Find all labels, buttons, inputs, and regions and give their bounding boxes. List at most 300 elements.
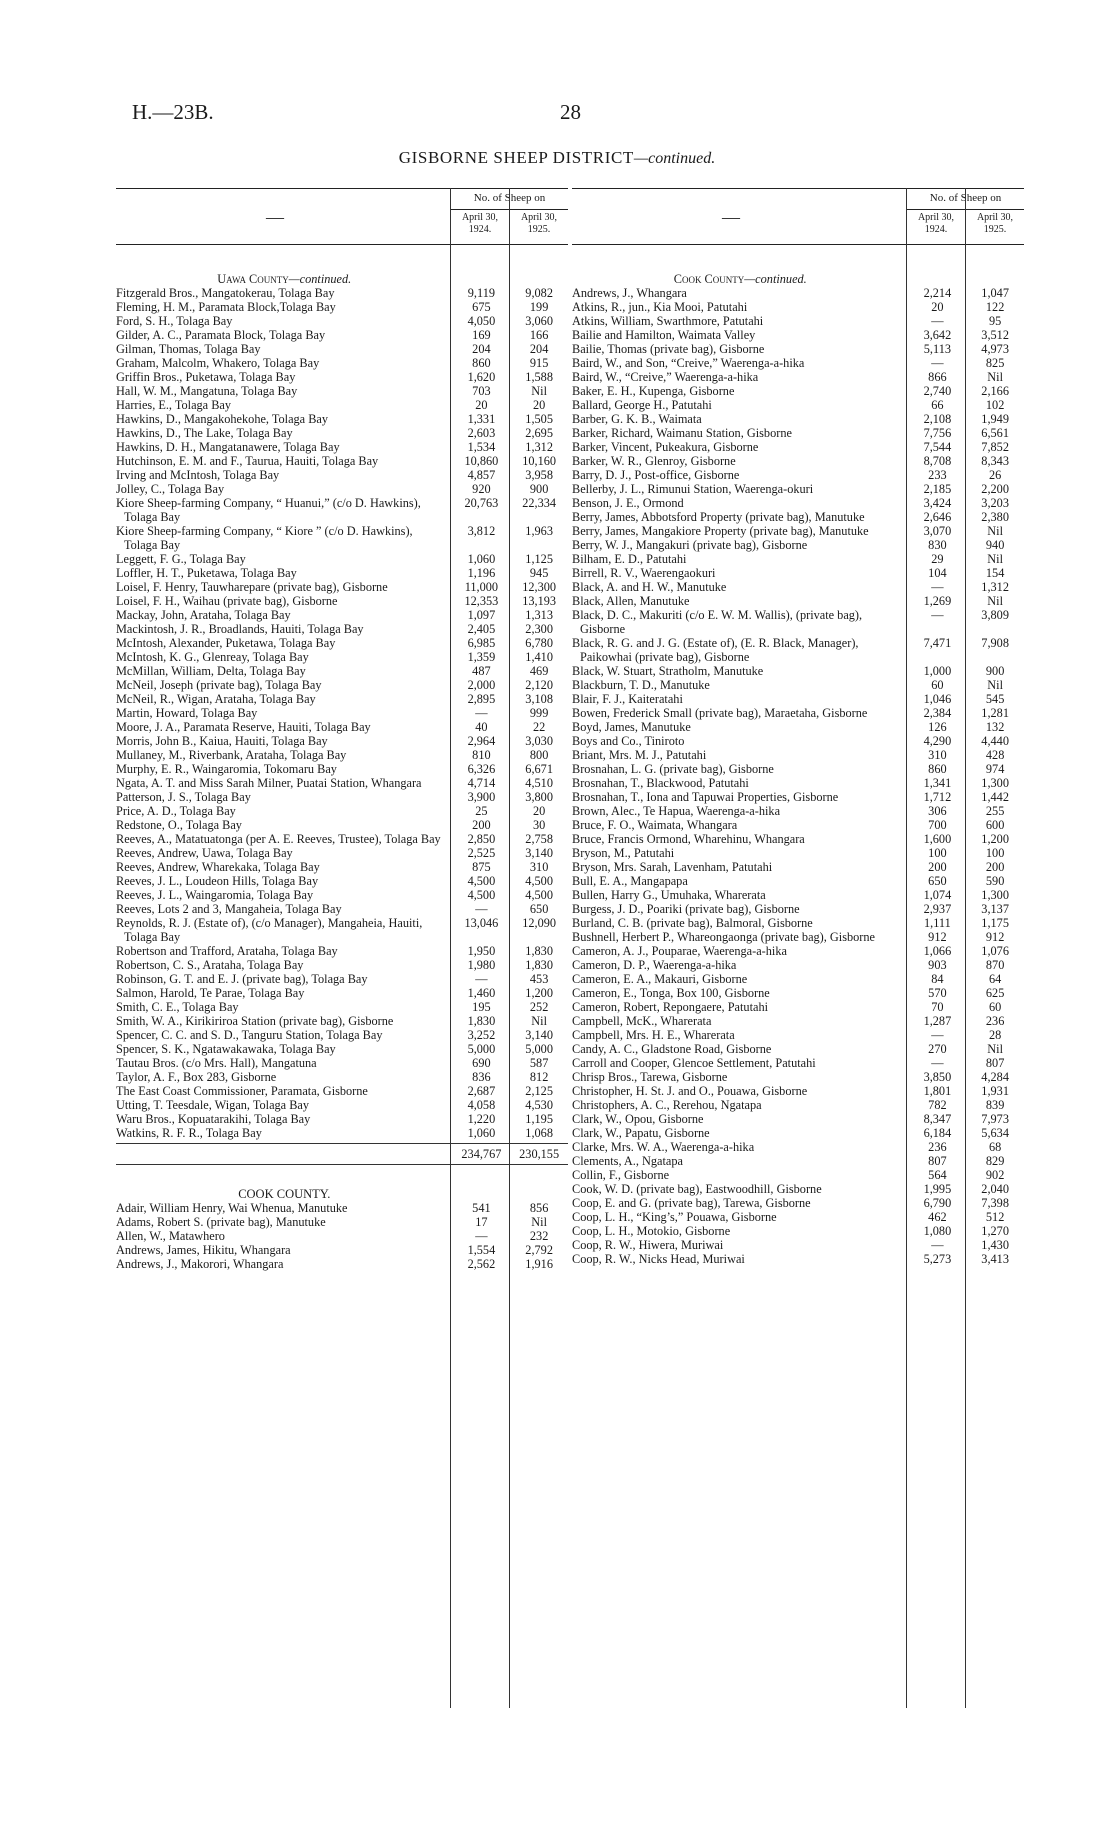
- sheep-1925: 20: [532, 804, 546, 818]
- table-row: [116, 496, 568, 524]
- sheep-1924: 2,646: [923, 510, 952, 524]
- sheep-1924: 233: [928, 468, 947, 482]
- owner-name: Reeves, A., Matatuatonga (per A. E. Reeves, Trustee), Tolaga Bay: [116, 832, 441, 846]
- owner-name: Berry, James, Mangakiore Property (private bag), Manutuke: [572, 524, 869, 538]
- sheep-1925: 3,800: [525, 790, 553, 804]
- owner-name: Hutchinson, E. M. and F., Taurua, Hauiti, Tolaga Bay: [116, 454, 379, 468]
- sheep-1925: 7,398: [981, 1196, 1009, 1210]
- owner-name: Ford, S. H., Tolaga Bay: [116, 314, 233, 328]
- table-row: [572, 930, 1024, 944]
- sheep-1924: 866: [928, 370, 947, 384]
- table-row: [572, 426, 1024, 440]
- owner-name: Ngata, A. T. and Miss Sarah Milner, Puatai Station, Whangara: [116, 776, 422, 790]
- table-row: [116, 790, 568, 804]
- sheep-1925: 1,200: [525, 986, 553, 1000]
- table-row: [572, 286, 1024, 300]
- sheep-1924: 1,359: [467, 650, 496, 664]
- sheep-1924: 1,980: [467, 958, 496, 972]
- owner-name: Brosnahan, T., Iona and Tapuwai Properties, Gisborne: [572, 790, 839, 804]
- table-rows: [116, 268, 568, 1271]
- table-row: [116, 370, 568, 384]
- owner-name: Andrews, J., Makorori, Whangara: [116, 1257, 284, 1271]
- table-row: [572, 496, 1024, 510]
- sheep-1925: 4,500: [525, 888, 553, 902]
- sheep-1924: 487: [472, 664, 491, 678]
- sheep-1924: 20: [931, 300, 944, 314]
- sheep-1924: 4,500: [467, 888, 496, 902]
- table-row: [116, 1215, 568, 1229]
- sheep-1924: 310: [928, 748, 947, 762]
- owner-name: Cameron, E., Tonga, Box 100, Gisborne: [572, 986, 770, 1000]
- owner-name: Boys and Co., Tiniroto: [572, 734, 685, 748]
- owner-name: The East Coast Commissioner, Paramata, Gisborne: [116, 1084, 368, 1098]
- sheep-1924: 1,220: [467, 1112, 496, 1126]
- sheep-1924: —: [931, 1238, 944, 1252]
- sheep-1925: 1,931: [981, 1084, 1009, 1098]
- sheep-1925: 3,030: [525, 734, 553, 748]
- sheep-1924: 60: [931, 678, 944, 692]
- table-row: [116, 860, 568, 874]
- sheep-1925: 5,000: [525, 1042, 553, 1056]
- table-row: [116, 1084, 568, 1098]
- sheep-1924: 570: [928, 986, 947, 1000]
- owner-name: Loisel, F. Henry, Tauwharepare (private bag), Gisborne: [116, 580, 388, 594]
- owner-name: Chrisp Bros., Tarewa, Gisborne: [572, 1070, 728, 1084]
- sheep-1924: 1,074: [923, 888, 952, 902]
- owner-name: Cameron, A. J., Pouparae, Waerenga-a-hika: [572, 944, 787, 958]
- sheep-1925: 839: [985, 1098, 1005, 1112]
- owner-name: Boyd, James, Manutuke: [572, 720, 691, 734]
- sheep-1924: 2,000: [467, 678, 496, 692]
- page-header: [0, 100, 1114, 130]
- sheep-1925: 3,809: [981, 608, 1009, 622]
- table-row: [116, 524, 568, 552]
- sheep-1924: 564: [928, 1168, 947, 1182]
- owner-name: Morris, John B., Kaiua, Hauiti, Tolaga Bay: [116, 734, 328, 748]
- table-row: [572, 580, 1024, 594]
- owner-name: Coop, L. H., Motokio, Gisborne: [572, 1224, 731, 1238]
- owner-name: Bailie, Thomas (private bag), Gisborne: [572, 342, 765, 356]
- sheep-1925: 2,695: [525, 426, 553, 440]
- sheep-1925: 2,300: [525, 622, 553, 636]
- page-number: 28: [560, 100, 581, 124]
- sheep-1924: 5,113: [923, 342, 951, 356]
- table-row: [572, 692, 1024, 706]
- owner-name: Black, A. and H. W., Manutuke: [572, 580, 727, 594]
- table-row: [116, 314, 568, 328]
- table-row: [116, 650, 568, 664]
- sheep-1925: 2,040: [981, 1182, 1009, 1196]
- table-row: [116, 734, 568, 748]
- table-row: [116, 636, 568, 650]
- page-title: [0, 148, 1114, 168]
- sheep-1924: 1,000: [923, 664, 952, 678]
- table-row: [116, 916, 568, 944]
- sheep-1925: Nil: [531, 1014, 547, 1028]
- sheep-1925: 590: [985, 874, 1005, 888]
- sheep-1925: 900: [529, 482, 549, 496]
- table-row: [572, 790, 1024, 804]
- owner-name: Cameron, D. P., Waerenga-a-hika: [572, 958, 737, 972]
- sheep-1924: 40: [475, 720, 488, 734]
- sheep-1925: Nil: [531, 384, 547, 398]
- sheep-1925: 199: [529, 300, 549, 314]
- table-row: [572, 314, 1024, 328]
- table-row: [116, 1257, 568, 1271]
- sheep-1925: 900: [985, 664, 1005, 678]
- table-row: [116, 1070, 568, 1084]
- sheep-1924: 11,000: [464, 580, 499, 594]
- sheep-1925: 8,343: [981, 454, 1009, 468]
- sheep-1925: Nil: [987, 370, 1003, 384]
- table-row: [572, 1238, 1024, 1252]
- sheep-1924: 1,080: [923, 1224, 952, 1238]
- table-row: [116, 692, 568, 706]
- owner-name: Burgess, J. D., Poariki (private bag), Gisborne: [572, 902, 800, 916]
- sheep-1924: 70: [931, 1000, 944, 1014]
- sheep-1925: 1,410: [525, 650, 553, 664]
- owner-name: Berry, W. J., Mangakuri (private bag), Gisborne: [572, 538, 808, 552]
- table-row: [116, 944, 568, 958]
- table-row: [572, 748, 1024, 762]
- owner-name: Ballard, George H., Patutahi: [572, 398, 712, 412]
- sheep-1924: 2,687: [467, 1084, 496, 1098]
- owner-name: Bull, E. A., Mangapapa: [572, 874, 688, 888]
- sheep-1924: 6,326: [467, 762, 496, 776]
- sheep-1924: 306: [928, 804, 947, 818]
- sheep-1924: 3,812: [467, 524, 496, 538]
- sheep-1924: 860: [928, 762, 947, 776]
- owner-name: McNeil, Joseph (private bag), Tolaga Bay: [116, 678, 322, 692]
- table-row: [116, 1112, 568, 1126]
- sheep-1924: 1,097: [467, 608, 496, 622]
- owner-name: Bailie and Hamilton, Waimata Valley: [572, 328, 756, 342]
- sheep-1925: 68: [988, 1140, 1002, 1154]
- table-row: [116, 426, 568, 440]
- table-row: [572, 454, 1024, 468]
- sheep-1924: 1,196: [467, 566, 496, 580]
- sheep-1924: 807: [928, 1154, 947, 1168]
- owner-name: Bruce, Francis Ormond, Wharehinu, Whangara: [572, 832, 805, 846]
- owner-name: Bowen, Frederick Small (private bag), Maraetaha, Gisborne: [572, 706, 868, 720]
- table-row: [572, 412, 1024, 426]
- sheep-1925: 1,076: [981, 944, 1009, 958]
- sheep-1925: 20: [532, 398, 546, 412]
- owner-name: Barker, Richard, Waimanu Station, Gisborne: [572, 426, 792, 440]
- section-heading: [116, 1183, 568, 1201]
- header-dash: —: [722, 207, 740, 227]
- sheep-1924: —: [931, 314, 944, 328]
- owner-name: Reynolds, R. J. (Estate of), (c/o Manager), Mangaheia, Hauiti, Tolaga Bay: [116, 916, 423, 944]
- sheep-1925: 600: [985, 818, 1005, 832]
- sheep-1925: 7,852: [981, 440, 1009, 454]
- sheep-1924: 13,046: [464, 916, 499, 930]
- sheep-1925: 2,166: [981, 384, 1009, 398]
- sheep-1924: 2,895: [467, 692, 496, 706]
- owner-name: Barry, D. J., Post-office, Gisborne: [572, 468, 740, 482]
- sheep-1924: 66: [931, 398, 944, 412]
- table-row: [572, 440, 1024, 454]
- owner-name: Hawkins, D., The Lake, Tolaga Bay: [116, 426, 293, 440]
- owner-name: Atkins, William, Swarthmore, Patutahi: [572, 314, 764, 328]
- owner-name: Smith, C. E., Tolaga Bay: [116, 1000, 239, 1014]
- sheep-1925: 166: [529, 328, 549, 342]
- table-row: [572, 1210, 1024, 1224]
- owner-name: Christophers, A. C., Rerehou, Ngatapa: [572, 1098, 762, 1112]
- sheep-1924: 1,287: [923, 1014, 952, 1028]
- sheep-1924: 6,184: [923, 1126, 952, 1140]
- owner-name: Christopher, H. St. J. and O., Pouawa, Gisborne: [572, 1084, 808, 1098]
- sheep-1925: 3,140: [525, 846, 553, 860]
- sheep-1925: 4,440: [981, 734, 1009, 748]
- owner-name: Coop, R. W., Hiwera, Muriwai: [572, 1238, 724, 1252]
- sheep-1924: 703: [472, 384, 491, 398]
- table-row: [116, 566, 568, 580]
- table-row: [572, 804, 1024, 818]
- sheep-1924: 6,790: [923, 1196, 952, 1210]
- table-row: [572, 972, 1024, 986]
- sheep-1925: 829: [985, 1154, 1005, 1168]
- sheep-1924: 690: [472, 1056, 491, 1070]
- table-row: [572, 664, 1024, 678]
- sheep-1925: 3,413: [981, 1252, 1009, 1266]
- table-row: [572, 1140, 1024, 1154]
- sheep-1925: 1,963: [525, 524, 553, 538]
- sheep-1924: 1,331: [467, 412, 496, 426]
- table-row: [572, 342, 1024, 356]
- table-row: [116, 440, 568, 454]
- owner-name: Fleming, H. M., Paramata Block,Tolaga Bay: [116, 300, 336, 314]
- empty-cell: [453, 1183, 511, 1201]
- owner-name: Bellerby, J. L., Rimunui Station, Waerenga-okuri: [572, 482, 814, 496]
- table-row: [572, 1056, 1024, 1070]
- sheep-1925: 1,175: [981, 916, 1009, 930]
- table-row: [572, 398, 1024, 412]
- sheep-1925: 469: [529, 664, 549, 678]
- owner-name: Barker, Vincent, Pukeakura, Gisborne: [572, 440, 759, 454]
- sheep-1925: 545: [985, 692, 1005, 706]
- total-label: [116, 1144, 453, 1164]
- table-row: [116, 608, 568, 622]
- sheep-1925: 3,512: [981, 328, 1009, 342]
- sheep-1925: 7,973: [981, 1112, 1009, 1126]
- sheep-1925: 232: [529, 1229, 549, 1243]
- owner-name: Black, D. C., Makuriti (c/o E. W. M. Wallis), (private bag), Gisborne: [572, 608, 863, 636]
- table-row: [572, 720, 1024, 734]
- sheep-1925: 870: [985, 958, 1005, 972]
- owner-name: Robinson, G. T. and E. J. (private bag), Tolaga Bay: [116, 972, 368, 986]
- table-row: [572, 1224, 1024, 1238]
- owner-name: Burland, C. B. (private bag), Balmoral, Gisborne: [572, 916, 813, 930]
- owner-name: Harries, E., Tolaga Bay: [116, 398, 232, 412]
- sheep-1925: 2,200: [981, 482, 1009, 496]
- sheep-1925: 95: [988, 314, 1002, 328]
- section-title: [572, 268, 909, 286]
- table-row: [116, 398, 568, 412]
- sheep-1925: 28: [988, 1028, 1002, 1042]
- sheep-1924: 3,900: [467, 790, 496, 804]
- sheep-1924: 2,603: [467, 426, 496, 440]
- owner-name: Watkins, R. F. R., Tolaga Bay: [116, 1126, 262, 1140]
- owner-name: Baird, W., “Creive,” Waerenga-a-hika: [572, 370, 759, 384]
- owner-name: Baird, W., and Son, “Creive,” Waerenga-a-hika: [572, 356, 805, 370]
- sheep-1924: 7,471: [923, 636, 952, 650]
- sheep-1924: 20: [475, 398, 488, 412]
- table-row: [572, 328, 1024, 342]
- sheep-1924: 1,046: [923, 692, 952, 706]
- sheep-1925: 974: [985, 762, 1005, 776]
- table-row: [572, 608, 1024, 636]
- table-row: [572, 566, 1024, 580]
- owner-name: Price, A. D., Tolaga Bay: [116, 804, 236, 818]
- owner-name: Campbell, McK., Wharerata: [572, 1014, 712, 1028]
- owner-name: Gilder, A. C., Paramata Block, Tolaga Bay: [116, 328, 326, 342]
- sheep-1925: 9,082: [525, 286, 553, 300]
- sheep-1925: 945: [529, 566, 549, 580]
- header-group: No. of Sheep on: [473, 192, 546, 204]
- table-row: [572, 986, 1024, 1000]
- section-suffix: —continued.: [744, 272, 807, 286]
- table-row: [116, 958, 568, 972]
- total-row: [116, 1143, 568, 1165]
- table-row: [572, 846, 1024, 860]
- right-table: [572, 188, 1024, 1708]
- owner-name: Reeves, J. L., Loudeon Hills, Tolaga Bay: [116, 874, 319, 888]
- sheep-1925: 453: [529, 972, 549, 986]
- owner-name: Fitzgerald Bros., Mangatokerau, Tolaga Bay: [116, 286, 335, 300]
- owner-name: Irving and McIntosh, Tolaga Bay: [116, 468, 280, 482]
- sheep-1924: 8,347: [923, 1112, 952, 1126]
- sheep-1925: 912: [985, 930, 1005, 944]
- table-row: [116, 468, 568, 482]
- table-row: [572, 636, 1024, 664]
- sheep-1924: 675: [472, 300, 491, 314]
- sheep-1925: 26: [988, 468, 1002, 482]
- owner-name: Martin, Howard, Tolaga Bay: [116, 706, 258, 720]
- title-main: GISBORNE SHEEP DISTRICT: [398, 148, 634, 167]
- sheep-1924: 4,714: [467, 776, 496, 790]
- sheep-1924: 650: [928, 874, 947, 888]
- sheep-1925: 4,973: [981, 342, 1009, 356]
- sheep-1924: 3,424: [923, 496, 952, 510]
- sheep-1925: 1,313: [525, 608, 553, 622]
- table-row: [572, 1070, 1024, 1084]
- sheep-1924: 1,269: [923, 594, 952, 608]
- owner-name: Robertson, C. S., Arataha, Tolaga Bay: [116, 958, 304, 972]
- sheep-1925: 204: [529, 342, 549, 356]
- sheep-1924: 84: [931, 972, 944, 986]
- table-row: [572, 776, 1024, 790]
- sheep-1924: 236: [928, 1140, 947, 1154]
- sheep-1925: 1,281: [981, 706, 1009, 720]
- table-row: [116, 552, 568, 566]
- owner-name: Kiore Sheep-farming Company, “ Kiore ” (c/o D. Hawkins), Tolaga Bay: [116, 524, 413, 552]
- owner-name: Salmon, Harold, Te Parae, Tolaga Bay: [116, 986, 305, 1000]
- owner-name: Benson, J. E., Ormond: [572, 496, 684, 510]
- table-row: [116, 412, 568, 426]
- sheep-1925: 1,505: [525, 412, 553, 426]
- sheep-1925: 22,334: [522, 496, 557, 510]
- table-row: [116, 1028, 568, 1042]
- sheep-1924: —: [475, 706, 488, 720]
- sheep-1925: 7,908: [981, 636, 1009, 650]
- sheep-1925: 22: [532, 720, 546, 734]
- table-row: [116, 384, 568, 398]
- sheep-1925: 3,203: [981, 496, 1009, 510]
- table-row: [572, 678, 1024, 692]
- owner-name: Clark, W., Papatu, Gisborne: [572, 1126, 710, 1140]
- sheep-1924: 1,460: [467, 986, 496, 1000]
- table-row: [572, 706, 1024, 720]
- owner-name: Spencer, S. K., Ngatawakawaka, Tolaga Bay: [116, 1042, 336, 1056]
- owner-name: Loffler, H. T., Puketawa, Tolaga Bay: [116, 566, 297, 580]
- owner-name: Adair, William Henry, Wai Whenua, Manutuke: [116, 1201, 348, 1215]
- sheep-1924: 126: [928, 720, 947, 734]
- owner-name: Berry, James, Abbotsford Property (private bag), Manutuke: [572, 510, 865, 524]
- owner-name: Bryson, Mrs. Sarah, Lavenham, Patutahi: [572, 860, 773, 874]
- sheep-1924: 912: [928, 930, 947, 944]
- table-row: [572, 818, 1024, 832]
- owner-name: Leggett, F. G., Tolaga Bay: [116, 552, 246, 566]
- sheep-1924: 2,740: [923, 384, 952, 398]
- table-row: [116, 832, 568, 846]
- sheep-1924: 25: [475, 804, 488, 818]
- owner-name: McNeil, R., Wigan, Arataha, Tolaga Bay: [116, 692, 316, 706]
- sheep-1925: Nil: [531, 1215, 547, 1229]
- sheep-1924: 1,066: [923, 944, 952, 958]
- sheep-1925: 1,830: [525, 944, 553, 958]
- owner-name: Utting, T. Teesdale, Wigan, Tolaga Bay: [116, 1098, 310, 1112]
- section-name: Cook County: [673, 272, 745, 286]
- table-row: [572, 1084, 1024, 1098]
- owner-name: Hall, W. M., Mangatuna, Tolaga Bay: [116, 384, 298, 398]
- owner-name: Waru Bros., Kopuatarakihi, Tolaga Bay: [116, 1112, 311, 1126]
- sheep-1925: 154: [985, 566, 1005, 580]
- table-row: [116, 1243, 568, 1257]
- table-row: [572, 1154, 1024, 1168]
- sheep-1925: 2,792: [525, 1243, 553, 1257]
- sheep-1925: 64: [988, 972, 1002, 986]
- section-heading: [572, 268, 1024, 286]
- section-heading: [116, 268, 568, 286]
- sheep-1924: 1,341: [923, 776, 952, 790]
- header-col-1925: April 30, 1925.: [520, 212, 558, 235]
- header-col-1925: April 30, 1925.: [976, 212, 1014, 235]
- header-col-1924: April 30, 1924.: [917, 212, 955, 235]
- sheep-1925: 940: [985, 538, 1005, 552]
- sheep-1924: 6,985: [467, 636, 496, 650]
- table-row: [572, 902, 1024, 916]
- owner-name: Reeves, Lots 2 and 3, Mangaheia, Tolaga Bay: [116, 902, 342, 916]
- sheep-1924: —: [931, 1028, 944, 1042]
- table-row: [572, 1168, 1024, 1182]
- sheep-1924: 4,857: [467, 468, 496, 482]
- table-row: [116, 1098, 568, 1112]
- sheep-1924: 2,185: [923, 482, 952, 496]
- owner-name: Candy, A. C., Gladstone Road, Gisborne: [572, 1042, 772, 1056]
- table-row: [116, 1042, 568, 1056]
- sheep-1925: 10,160: [522, 454, 557, 468]
- table-row: [572, 468, 1024, 482]
- sheep-1925: 902: [985, 1168, 1005, 1182]
- table-row: [116, 706, 568, 720]
- sheep-1925: 1,300: [981, 888, 1009, 902]
- empty-cell: [909, 268, 967, 286]
- sheep-1925: 1,830: [525, 958, 553, 972]
- owner-name: Atkins, R., jun., Kia Mooi, Patutahi: [572, 300, 748, 314]
- owner-name: Bilham, E. D., Patutahi: [572, 552, 687, 566]
- sheep-1924: 2,525: [467, 846, 496, 860]
